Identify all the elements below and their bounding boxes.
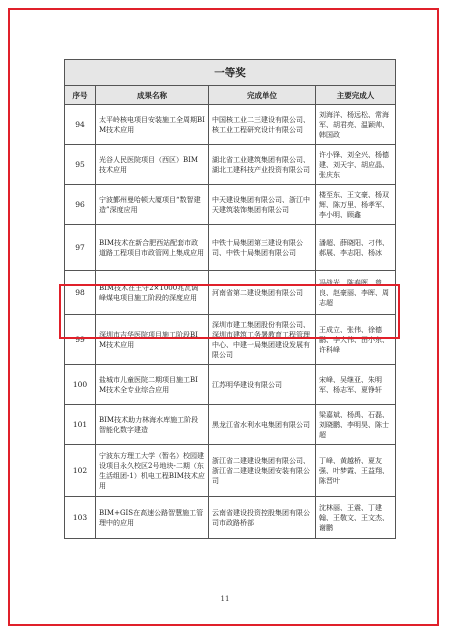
award-title: 一等奖 <box>65 60 396 86</box>
row-project-name: 宁波鄞州曼哈顿大厦项目“数智建造”深度应用 <box>96 185 209 225</box>
row-main-people: 刘海洋、杨远松、常海军、胡君亮、温颖帅、韩国政 <box>316 105 396 145</box>
table-row <box>65 315 396 365</box>
row-project-name: BIM技术在王守2×1000兆瓦调峰煤电项目施工阶段的深度应用 <box>96 271 209 315</box>
row-number: 103 <box>65 497 96 539</box>
row-number: 98 <box>65 271 96 315</box>
row-completion-unit: 中国核工业二三建设有限公司、核工业工程研究设计有限公司 <box>209 105 316 145</box>
row-project-name: 深圳市吉华医院项目施工阶段BIM技术应用 <box>96 315 209 365</box>
row-main-people: 梁嘉斌、杨禹、石磊、刘晓鹏、李明昊、陈士超 <box>316 405 396 445</box>
row-completion-unit: 深圳市建工集团股份有限公司、深圳市建筑工务署教育工程管理中心、中建一局集团建设发展有限公司 <box>209 315 316 365</box>
row-completion-unit: 湖北省工业建筑集团有限公司、湖北工建科技产业投资有限公司 <box>209 145 316 185</box>
row-completion-unit: 黑龙江省水利水电集团有限公司 <box>209 405 316 445</box>
row-project-name: 盐城市儿童医院二期项目施工BIM技术全专业综合应用 <box>96 365 209 405</box>
row-project-name: BIM技术助力林海水库施工阶段智能化数字建造 <box>96 405 209 445</box>
header-name: 成果名称 <box>96 86 209 105</box>
table-row <box>65 271 396 315</box>
row-project-name: 宁波东方理工大学（暂名）校园建设项目永久校区2号地块-二期（东生活组团-1）机电工程BIM技术应用 <box>96 445 209 497</box>
header-people: 主要完成人 <box>316 86 396 105</box>
row-main-people: 宋峰、吴继亚、朱明军、杨志军、夏铮轩 <box>316 365 396 405</box>
row-completion-unit: 中铁十局集团第三建设有限公司、中铁十局集团有限公司 <box>209 225 316 271</box>
row-main-people: 许小锋、刘全兴、杨德建、刘天宇、胡应晶、张庆东 <box>316 145 396 185</box>
row-main-people: 沈林丽、王震、丁建翰、王敬文、王文杰、谢鹏 <box>316 497 396 539</box>
table-row <box>65 497 396 539</box>
row-number: 102 <box>65 445 96 497</box>
table-row <box>65 105 396 145</box>
award-table <box>64 59 396 539</box>
row-number: 100 <box>65 365 96 405</box>
header-unit: 完成单位 <box>209 86 316 105</box>
award-document <box>64 59 395 539</box>
table-row <box>65 225 396 271</box>
table-row <box>65 445 396 497</box>
row-main-people: 冯战光、陈春晖、曾良、赵豪丽、李晖、周志超 <box>316 271 396 315</box>
table-header-row <box>65 86 396 105</box>
row-number: 94 <box>65 105 96 145</box>
row-main-people: 楼至东、王文豪、杨双辉、陈万里、杨孝军、李小明、顾鑫 <box>316 185 396 225</box>
row-main-people: 王成立、张伟、徐德鹏、李大伟、田小东、许科峰 <box>316 315 396 365</box>
row-main-people: 丁峰、黄越桥、夏友强、叶梦霞、王益翔、陈晋叶 <box>316 445 396 497</box>
page-number: 11 <box>220 595 230 603</box>
row-number: 96 <box>65 185 96 225</box>
row-completion-unit: 浙江省二建建设集团有限公司、浙江省二建建设集团安装有限公司 <box>209 445 316 497</box>
row-project-name: BIM技术在新合肥西站配套市政道路工程项目市政管网上集成应用 <box>96 225 209 271</box>
table-row <box>65 185 396 225</box>
row-completion-unit: 中天建设集团有限公司、浙江中天建筑装饰集团有限公司 <box>209 185 316 225</box>
row-number: 97 <box>65 225 96 271</box>
award-title-row <box>65 60 396 86</box>
table-row <box>65 405 396 445</box>
row-main-people: 潘超、薛晓阳、刁伟、郝展、李志阳、杨冰 <box>316 225 396 271</box>
row-project-name: BIM+GIS在高速公路智慧施工管理中的应用 <box>96 497 209 539</box>
row-number: 99 <box>65 315 96 365</box>
table-row <box>65 145 396 185</box>
table-body <box>65 105 396 539</box>
row-number: 95 <box>65 145 96 185</box>
row-project-name: 太平岭核电项目安装施工全周期BIM技术应用 <box>96 105 209 145</box>
row-completion-unit: 云南省建设投资控股集团有限公司市政路桥部 <box>209 497 316 539</box>
row-completion-unit: 江苏明华建设有限公司 <box>209 365 316 405</box>
row-project-name: 光谷人民医院项目（西区）BIM技术应用 <box>96 145 209 185</box>
row-completion-unit: 河南省第二建设集团有限公司 <box>209 271 316 315</box>
table-row <box>65 365 396 405</box>
row-number: 101 <box>65 405 96 445</box>
header-no: 序号 <box>65 86 96 105</box>
